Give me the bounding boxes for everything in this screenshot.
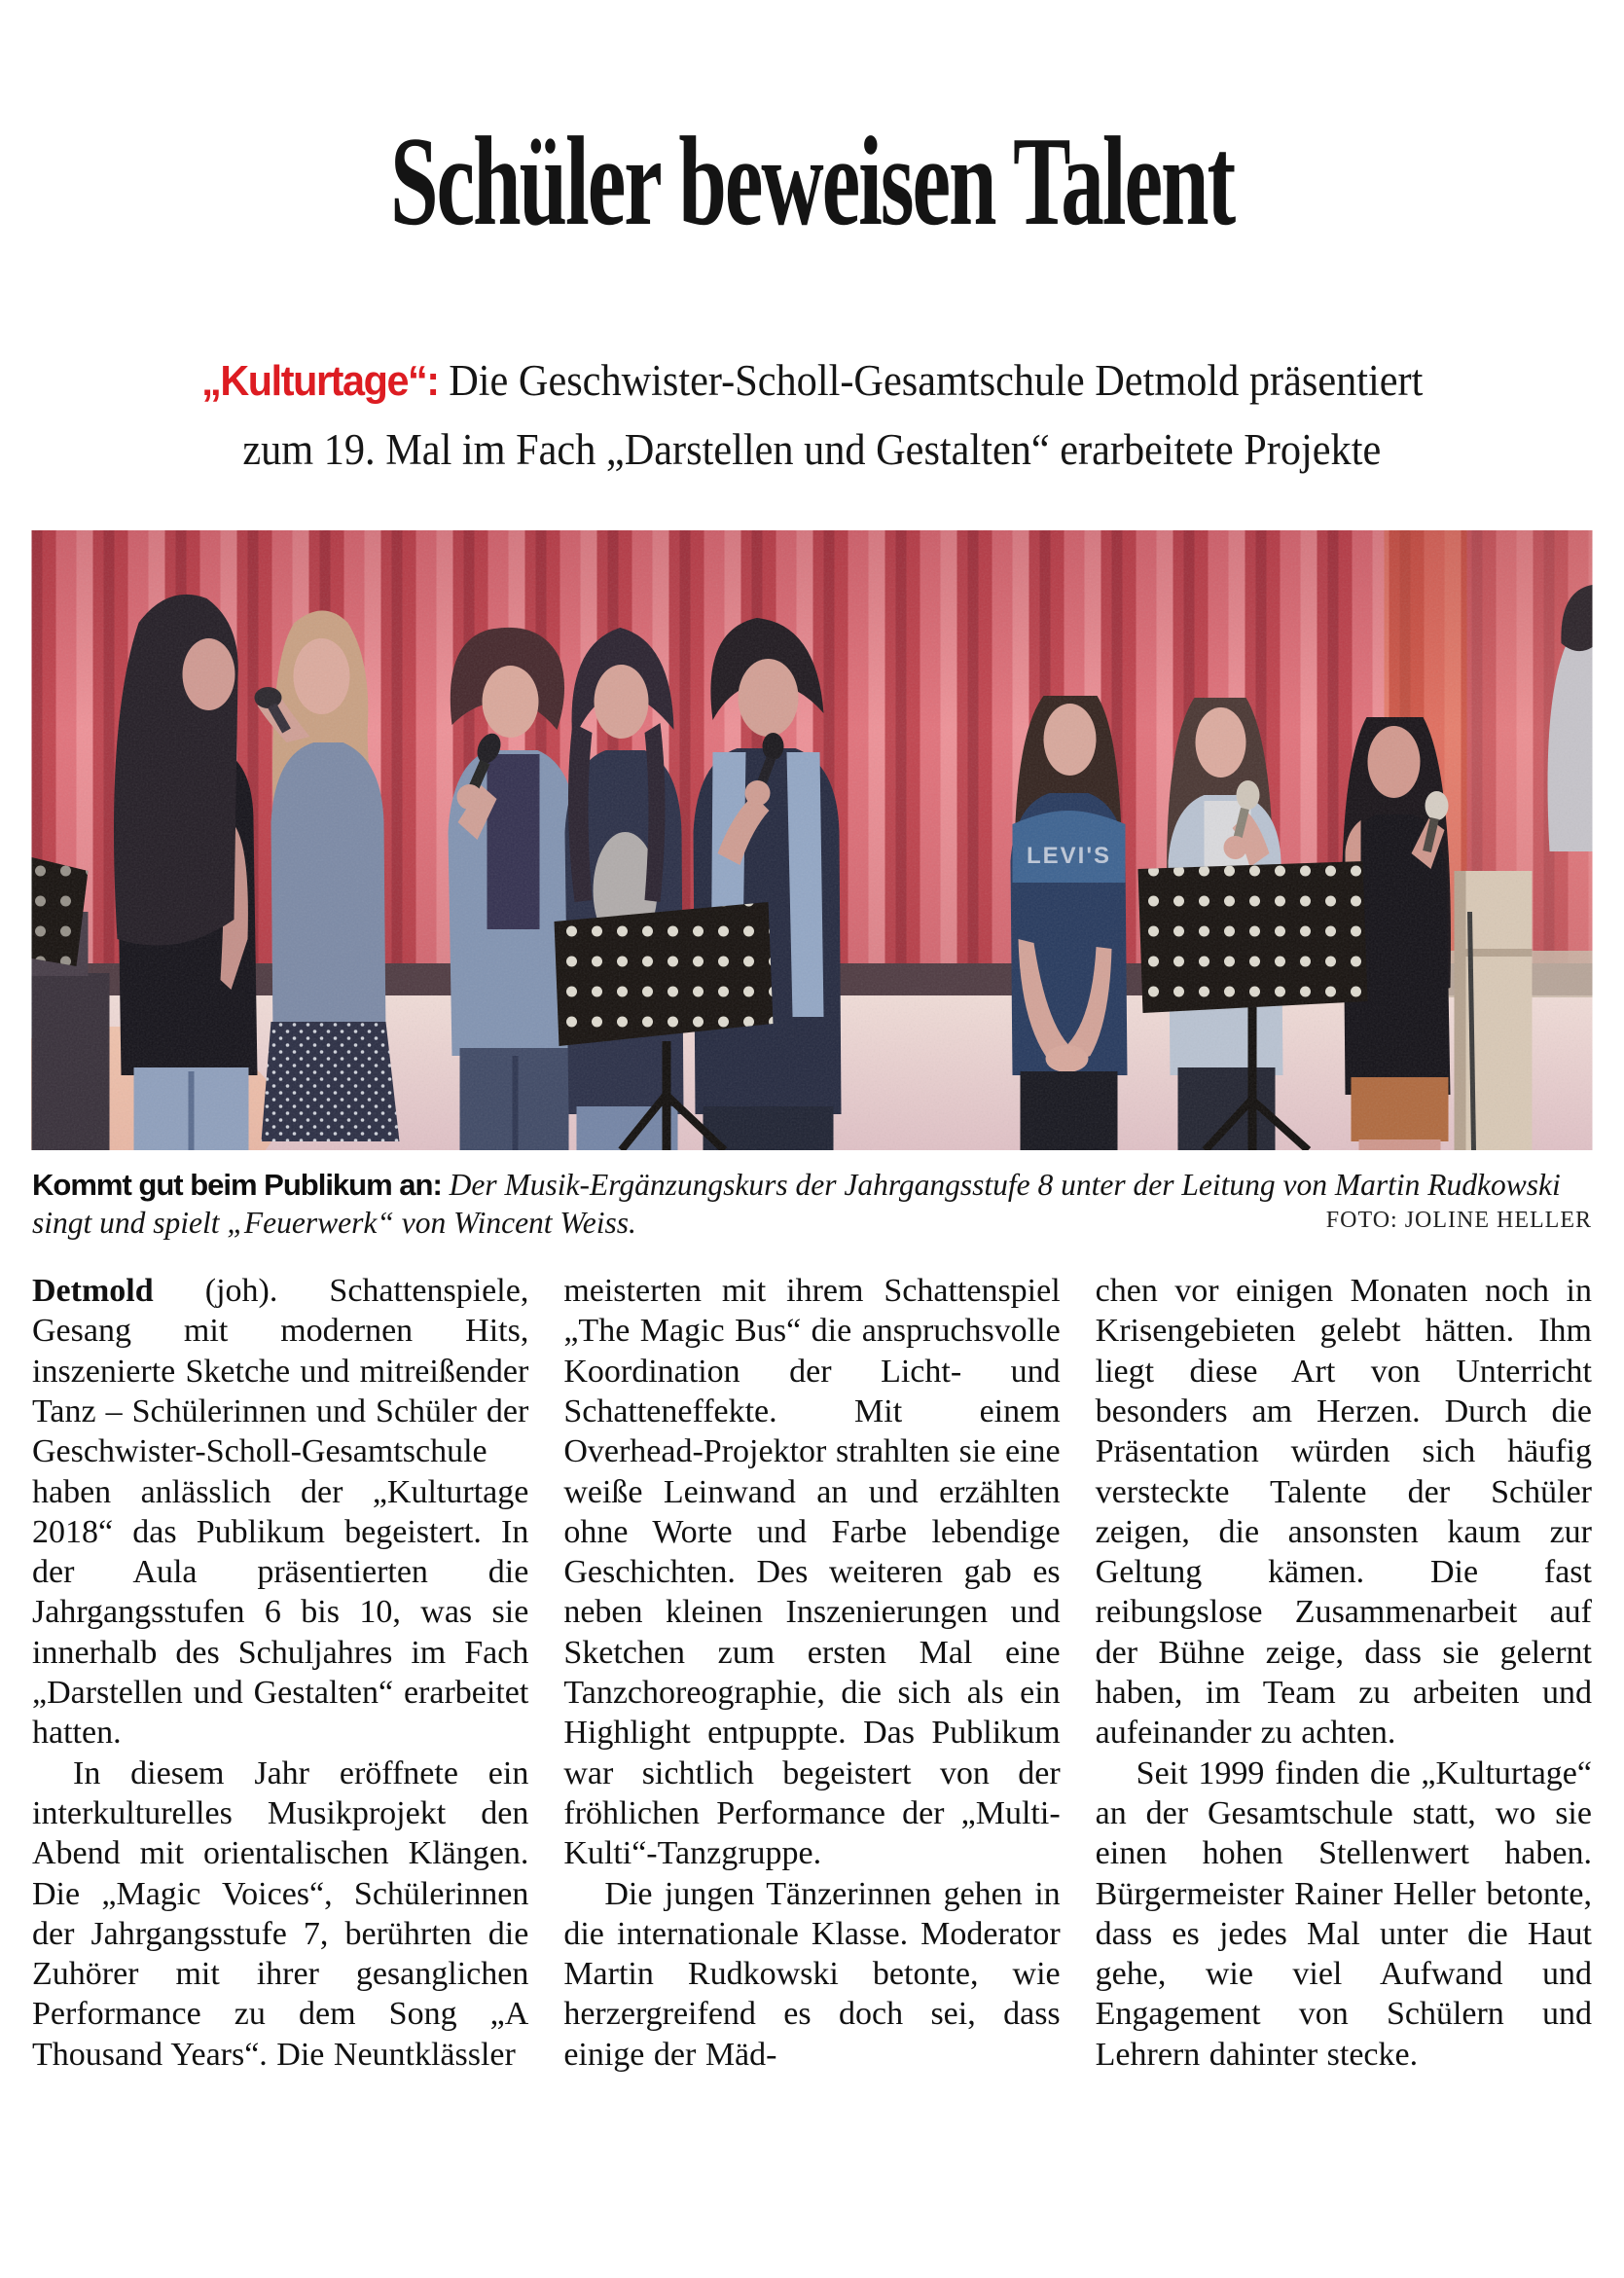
- dateline: Detmold: [32, 1273, 154, 1310]
- paragraph: Detmold (joh). Schattenspiele, Gesang mit modernen Hits, inszenierte Sketche und mitreißender Tanz – Schülerinnen und Schüler der Geschwister-Scholl-Gesamtschule haben anlässlich der „Kulturtage 2018“ das Publikum begeistert. In der Aula präsentierten die Jahrgangsstufen 6 bis 10, was sie innerhalb des Schuljahres im Fach „Darstellen und Gestalten“ erarbeitet hatten.: [32, 1273, 529, 1752]
- subhead-line-1-text: Die Geschwister-Scholl-Gesamtschule Detmold präsentiert: [438, 356, 1424, 406]
- article-subhead: [0, 351, 1624, 489]
- newspaper-page: [0, 29, 1624, 2183]
- paragraph: Die jungen Tänzerinnen gehen in die internationale Klasse. Moderator Martin Rudkowski betonte, wie herzergreifend es doch sei, dass einige der Mäd-: [563, 1875, 1061, 2073]
- paragraph: meisterten mit ihrem Schattenspiel „The Magic Bus“ die anspruchsvolle Koordination der Licht- und Schatteneffekte. Mit einem Overhead-Projektor strahlten sie eine weiße Leinwand an und erzählten ohne Worte und Farbe lebendige Geschichten. Des weiteren gab es neben kleinen Inszenierungen und Sketchen zum ersten Mal eine Tanzchoreographie, die sich als ein Highlight entpuppte. Das Publikum war sichtlich begeistert von der fröhlichen Performance der „Multi-Kulti“-Tanzgruppe.: [563, 1273, 1061, 1872]
- photo-caption: [32, 1166, 1592, 1242]
- photo-credit: FOTO: JOLINE HELLER: [1325, 1208, 1592, 1234]
- article-body: [32, 1271, 1592, 2278]
- stage-photo-svg: [31, 530, 1593, 1150]
- article-column-1: [32, 1271, 528, 2278]
- article-column-2: [563, 1271, 1060, 2278]
- subhead-line-2: zum 19. Mal im Fach „Darstellen und Gestalten“ erarbeitete Projekte: [242, 425, 1382, 475]
- print-grain-overlay: [32, 530, 1593, 1150]
- headline-wrap: [0, 29, 1624, 334]
- paragraph: In diesem Jahr eröffnete ein interkulturelles Musikprojekt den Abend mit orientalischen Klängen. Die „Magic Voices“, Schülerinnen der Jahrgangsstufe 7, berührten die Zuhörer mit ihrer gesanglichen Performance zu dem Song „A Thousand Years“. Die Neuntklässler: [32, 1754, 529, 2073]
- kulturtage-tag: „Kulturtage“:: [200, 357, 439, 406]
- caption-lead: Kommt gut beim Publikum an:: [32, 1168, 442, 1203]
- article-photo: [31, 530, 1593, 1150]
- paragraph: Seit 1999 finden die „Kulturtage“ an der Gesamtschule statt, wo sie einen hohen Stellenwert haben. Bürgermeister Rainer Heller betonte, dass es jedes Mal unter die Haut gehe, wie viel Aufwand und Engagement von Schülern und Lehrern dahinter stecke.: [1095, 1754, 1592, 2073]
- paragraph: chen vor einigen Monaten noch in Krisengebieten gelebt hätten. Ihm liegt diese Art von Unterricht besonders am Herzen. Durch die Präsentation würden sich häufig versteckte Talente der Schüler zeigen, die ansonsten kaum zur Geltung kämen. Die fast reibungslose Zusammenarbeit auf der Bühne zeige, dass sie gelernt haben, im Team zu arbeiten und aufeinander zu achten.: [1095, 1273, 1592, 1752]
- article-column-3: [1096, 1271, 1592, 2278]
- article-headline: Schüler beweisen Talent: [389, 110, 1235, 252]
- caption-text: Der Musik-Ergänzungskurs der Jahrgangsstufe 8 unter der Leitung von Martin Rudkowski singt und spielt „Feuerwerk“ von Wincent Weiss.: [32, 1168, 1561, 1241]
- subhead-line-1: [0, 351, 1624, 420]
- levis-shirt-text: LEVI'S: [1026, 843, 1112, 870]
